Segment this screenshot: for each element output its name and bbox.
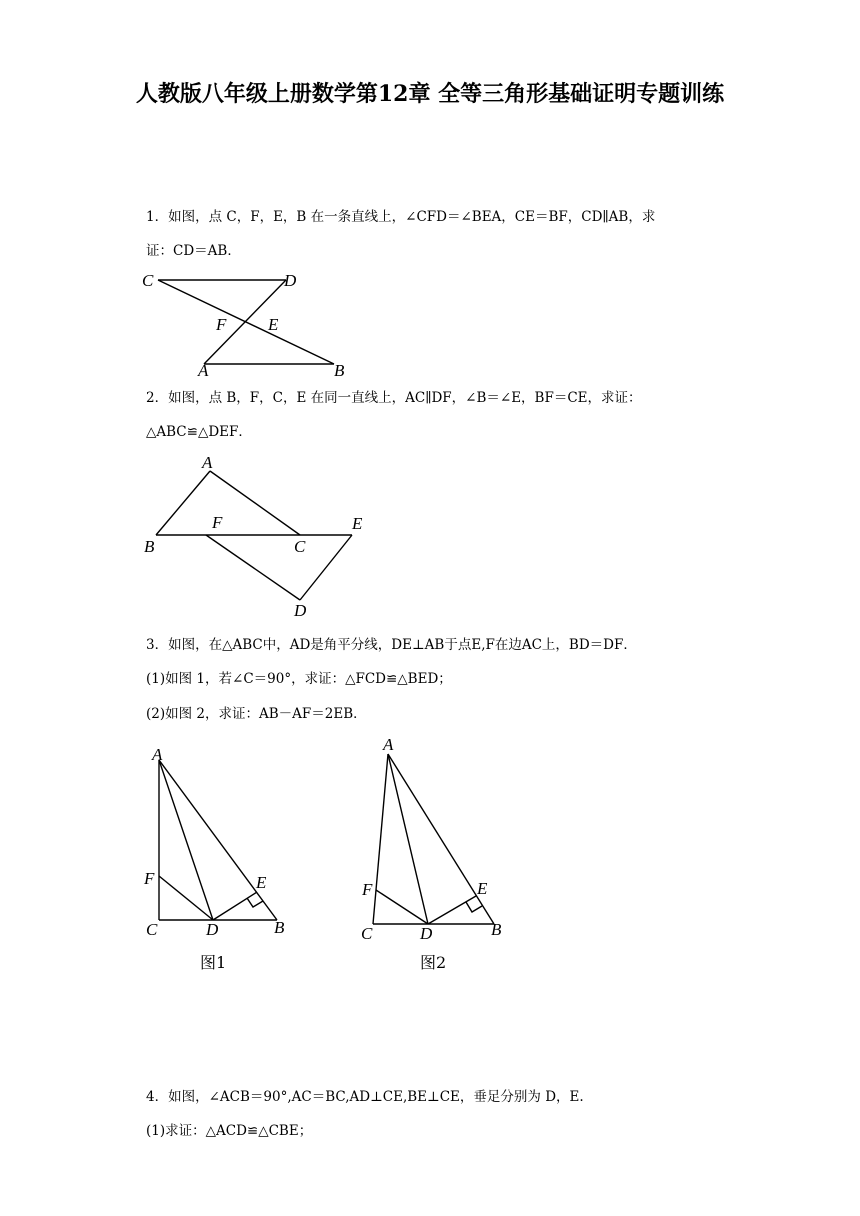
q4-text-line1: 4．如图，∠ACB＝90°,AC＝BC,AD⊥CE,BE⊥CE，垂足分别为 D，E.: [146, 1089, 584, 1105]
q3-fig1-label-e: E: [256, 873, 267, 892]
q3-fig2-label-d: D: [420, 924, 433, 943]
q2-text-line1: 2．如图，点 B，F，C，E 在同一直线上，AC∥DF，∠B＝∠E，BF＝CE，求证：: [146, 390, 642, 406]
q1-figure: [138, 266, 358, 382]
q1-text-line2: 证：CD＝AB．: [146, 243, 241, 259]
q3-figure-1: [138, 742, 308, 976]
q2-label-f: F: [212, 513, 223, 532]
q3-figure-2: [356, 732, 526, 976]
q3-text-line1: 3．如图，在△ABC中，AD是角平分线，DE⊥AB于点E,F在边AC上，BD＝DF．: [146, 637, 637, 653]
q3-fig1-label-b: B: [274, 918, 285, 937]
q2-label-c: C: [294, 537, 306, 556]
q2-text-line2: △ABC≌△DEF．: [146, 424, 252, 440]
q3-part1: (1)如图 1，若∠C＝90°，求证：△FCD≌△BED；: [146, 671, 452, 687]
q1-label-c: C: [142, 271, 154, 290]
q3-fig2-label-b: B: [491, 920, 502, 939]
q1-label-b: B: [334, 361, 345, 380]
q3-fig1-label-f: F: [144, 869, 155, 888]
q3-fig1-caption: 图1: [200, 953, 227, 972]
q3-fig2-label-a: A: [383, 735, 394, 754]
q3-fig1-label-d: D: [206, 920, 219, 939]
q3-fig2-label-e: E: [477, 879, 488, 898]
q3-fig1-label-a: A: [152, 745, 163, 764]
q2-label-d: D: [294, 601, 307, 620]
q2-label-a: A: [202, 453, 213, 472]
q3-fig1-label-c: C: [146, 920, 158, 939]
q2-label-e: E: [352, 514, 363, 533]
q1-label-a: A: [198, 361, 209, 380]
q3-part2: (2)如图 2，求证：AB－AF＝2EB．: [146, 706, 367, 722]
q1-label-f: F: [216, 315, 227, 334]
q1-label-d: D: [284, 271, 297, 290]
q3-fig2-label-f: F: [362, 880, 373, 899]
q1-text-line1: 1．如图，点 C，F，E，B 在一条直线上，∠CFD＝∠BEA，CE＝BF，CD∥AB，求: [146, 209, 656, 225]
q2-label-b: B: [144, 537, 155, 556]
page-title: 人教版八年级上册数学第12章 全等三角形基础证明专题训练: [135, 81, 725, 107]
q2-figure: [138, 452, 378, 622]
q3-fig2-label-c: C: [361, 924, 373, 943]
q4-part1: (1)求证：△ACD≌△CBE；: [146, 1123, 313, 1139]
q3-fig2-caption: 图2: [420, 953, 447, 972]
q1-label-e: E: [268, 315, 279, 334]
